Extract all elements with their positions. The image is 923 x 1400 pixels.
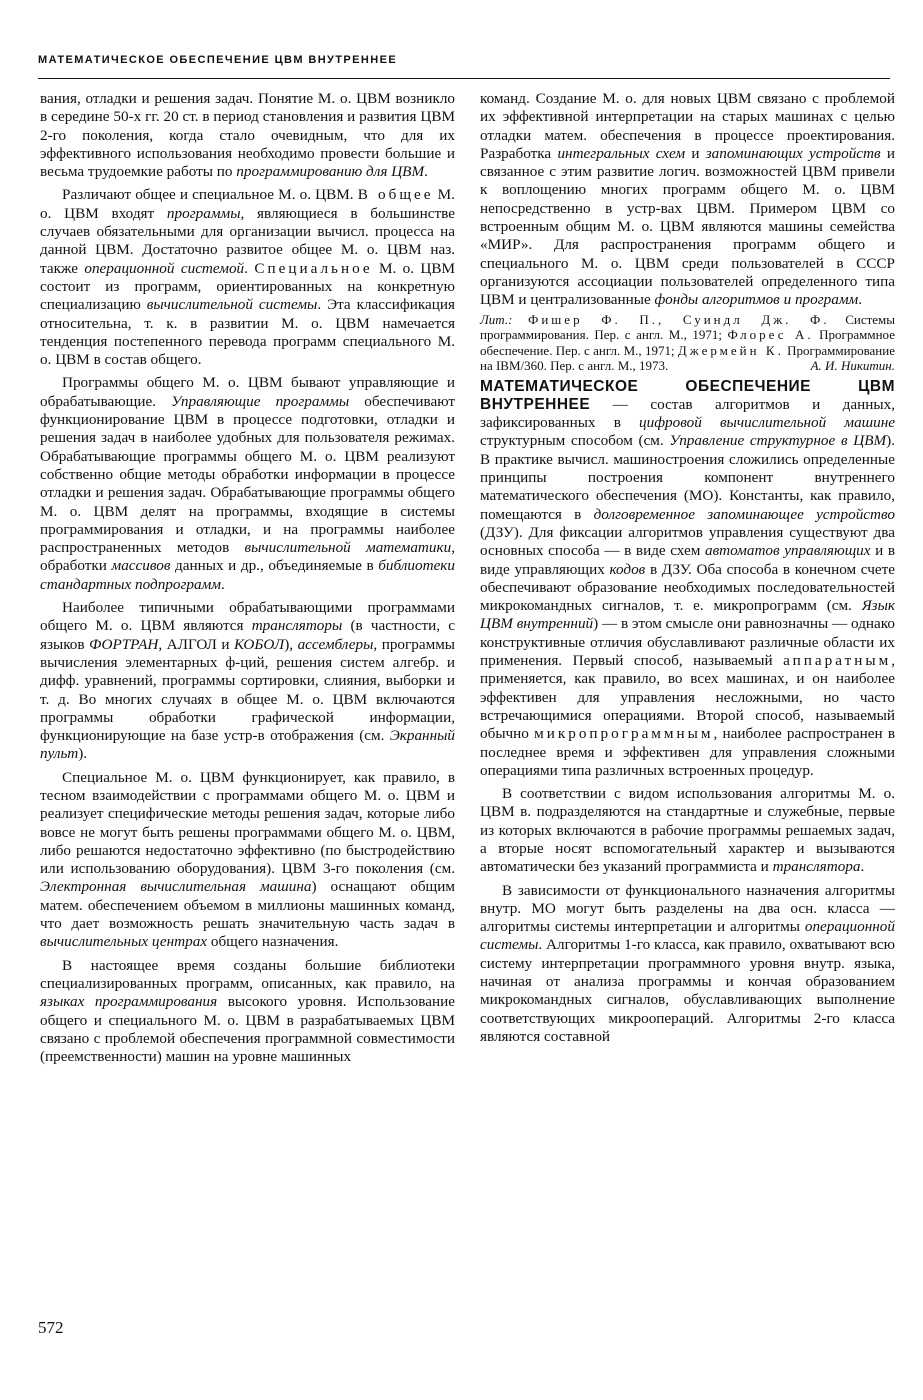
page-number: 572 bbox=[38, 1318, 64, 1337]
paragraph: В настоящее время созданы большие библиотеки специализированных программ, описанных, как правило, на языках программирования высокого уровня. Использование общего и специального М. о. ЦВМ в разрабатываемых ЦВМ связано с проблемой обеспечения программной совместимости (преемственности) машин на уровне машинных bbox=[40, 956, 455, 1066]
paragraph: команд. Создание М. о. для новых ЦВМ связано с проблемой их эффективной интерпретации на старых машинах с целью отладки матем. обеспечения в процессе проектирования. Разработка интегральных схем и запоминающих устройств и связанное с этим развитие логич. возможностей ЦВМ привели к воплощению многих программ общего М. о. ЦВМ непосредственно в устр-вах ЦВМ. Примером ЦВМ со встроенным общим М. о. ЦВМ являются машины семейства «МИР». Для распространения программ общего и специального М. о. ЦВМ среди пользователей в СССР организуются ассоциации пользователей определенного типа ЦВМ и централизованные фонды алгоритмов и программ. bbox=[480, 90, 895, 309]
paragraph: Наиболее типичными обрабатывающими программами общего М. о. ЦВМ являются трансляторы (в частности, с языков ФОРТРАН, АЛГОЛ и КОБОЛ), ассемблеры, программы вычисления элементарных ф-ций, решения систем алгебр. и дифф. уравнений, программы сортировки, слияния, выборки и т. д. Во многих случаях в общее М. о. ЦВМ включаются программы обработки графической информации, функционирующие на базе устр-в отображения (см. Экранный пульт). bbox=[40, 599, 456, 763]
paragraph: Специальное М. о. ЦВМ функционирует, как правило, в тесном взаимодействии с программами общего М. о. ЦВМ и реализует специфические методы решения задач, которые либо вовсе не могут быть решены программами общего М. о. ЦВМ, либо решаются недостаточно эффективно (по быстродействию или использованию оборудования). ЦВМ 3-го поколения (см. Электронная вычислительная машина) оснащают общим матем. обеспечением объемом в миллионы машинных команд, что дает возможность решать значительную часть задач в вычислительных центрах общего назначения. bbox=[40, 768, 455, 951]
paragraph: В соответствии с видом использования алгоритмы М. о. ЦВМ в. подразделяются на стандартные и служебные, первые из которых включаются в рабочие программы решаемых задач, а вторые носят вспомогательный характер и вызываются автоматически без указаний программиста и транслятора. bbox=[480, 785, 895, 876]
article-entry: МАТЕМАТИЧЕСКОЕ ОБЕСПЕЧЕНИЕ ЦВМ ВНУТРЕННЕЕ — состав алгоритмов и данных, зафиксированных в цифровой вычислительной машине структурным способом (см. Управление структурное в ЦВМ). В практике вычисл. машиностроения сложились определенные принципы построения компонент внутреннего математического обеспечения (МО). Константы, как правило, помещаются в долговременное запоминающее устройство (ДЗУ). Для фиксации алгоритмов управления существуют два основных способа — в виде схем автоматов управляющих и в виде управляющих кодов в ДЗУ. Оба способа в конечном счете обеспечивают образование необходимых последовательностей микрокомандных сигналов, т. е. микропрограмм (см. Язык ЦВМ внутренний) — в этом смысле они равнозначны — однако конструктивные отличия обуславливают различные области их применения. Первый способ, называемый аппаратным, применяется, как правило, во всех машинах, и он наиболее эффективен для управления несложными, но часто встречающимися операциями. Второй способ, называемый обычно микропрограммным, наиболее распространен в последнее время и эффективен для управления сложными операциями типа различных встроенных процедур. bbox=[480, 377, 896, 779]
left-column bbox=[40, 90, 455, 1066]
running-header: МАТЕМАТИЧЕСКОЕ ОБЕСПЕЧЕНИЕ ЦВМ ВНУТРЕННЕЕ bbox=[38, 54, 398, 66]
paragraph: вания, отладки и решения задач. Понятие М. о. ЦВМ возникло в середине 50-х гг. 20 ст. в период становления и развития ЦВМ 2-го поколения, когда стало очевидным, что для их эффективного использования необходимо провести большие и весьма трудоемкие работы по программированию для ЦВМ. bbox=[40, 90, 455, 181]
paragraph: Программы общего М. о. ЦВМ бывают управляющие и обрабатывающие. Управляющие программы обеспечивают функционирование ЦВМ в процессе подготовки, отладки и решения задач в наиболее удобных для пользователя режимах. Обрабатывающие программы общего М. о. ЦВМ реализуют собственно общие методы обработки информации в процессе отладки и решения задач. Обрабатывающие программы общего М. о. ЦВМ делят на программы, входящие в системы программирования и отладки, и на программы наиболее распространенных методов вычислительной математики, обработки массивов данных и др., объединяемые в библиотеки стандартных подпрограмм. bbox=[40, 374, 456, 593]
literature-references: Лит.: Фишер Ф. П., Суиндл Дж. Ф. Системы программирования. Пер. с англ. М., 1971; Флорес А. Программное обеспечение. Пер. с англ. М., 1971; Джермейн К. Программирование на IBM/360. Пер. с англ. М., 1973. А. И. Никитин. bbox=[480, 311, 896, 374]
paragraph: Различают общее и специальное М. о. ЦВМ. В общее М. о. ЦВМ входят программы, являющиеся в большинстве случаев обязательными для организации вычисл. процесса на данной ЦВМ. Достаточно развитое общее М. о. ЦВМ наз. также операционной системой. Специальное М. о. ЦВМ состоит из программ, ориентированных на конкретную специализацию вычислительной системы. Эта классификация относительна, т. к. в развитии М. о. ЦВМ намечается тенденция постепенного перевода программ специального М. о. ЦВМ в состав общего. bbox=[40, 186, 456, 369]
right-column bbox=[480, 90, 895, 1046]
paragraph: В зависимости от функционального назначения алгоритмы внутр. МО могут быть разделены на два осн. класса — алгоритмы системы интерпретации и алгоритмы операционной системы. Алгоритмы 1-го класса, как правило, охватывают всю систему интерпретации программного уровня внутр. языка, начиная от анализа программы и кончая образованием микрокомандных сигналов, обуславливающих выполнение соответствующих микроопераций. Алгоритмы 2-го класса являются составной bbox=[480, 881, 895, 1045]
author-signature: А. И. Никитин. bbox=[810, 358, 895, 374]
header-rule bbox=[38, 78, 890, 79]
article-headword: МАТЕМАТИЧЕСКОЕ ОБЕСПЕЧЕНИЕ ЦВМ ВНУТРЕННЕЕ bbox=[480, 377, 895, 413]
